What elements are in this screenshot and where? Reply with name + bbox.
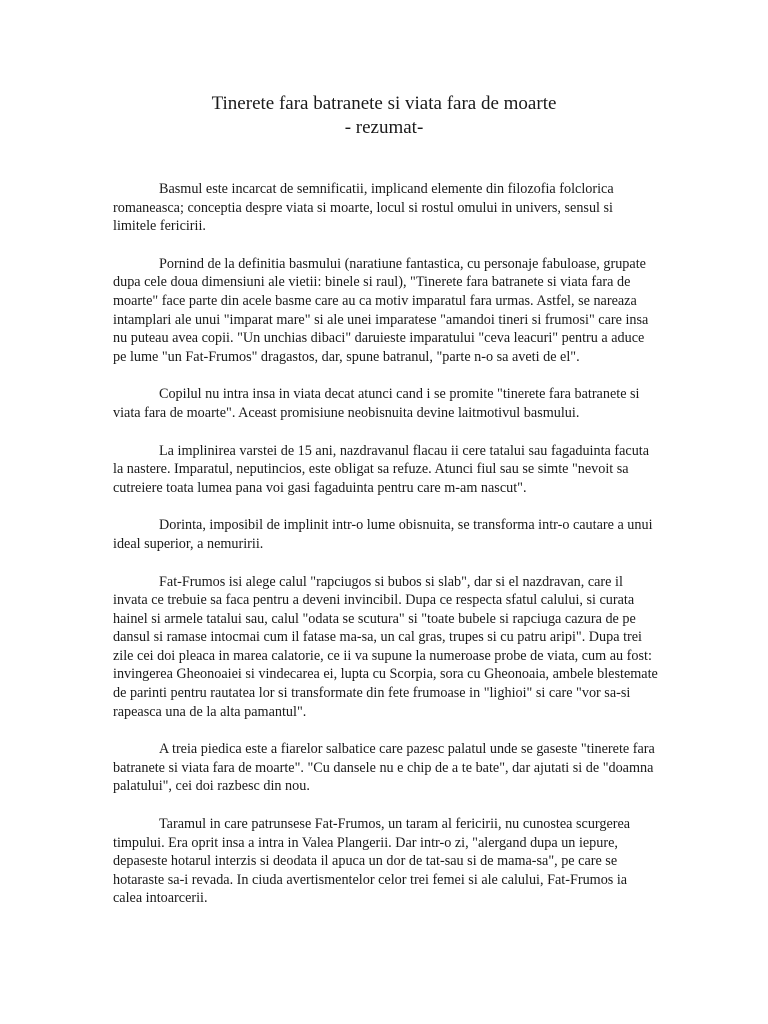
paragraph: Basmul este incarcat de semnificatii, implicand elemente din filozofia folclorica romaneasca; conceptia despre viata si moarte, locul si rostul omului in univers, sensul si limitele fericirii. — [113, 181, 614, 235]
document-body — [113, 180, 658, 927]
paragraph: Fat-Frumos isi alege calul "rapciugos si bubos si slab", dar si el nazdravan, care il invata ce trebuie sa faca pentru a deveni invincibil. Dupa ce respecta sfatul calului, si curata hainel si armele tatalui sau, calul "odata se scutura" si "toate bubele si rapciuga cazura de pe dansul si ramase intocmai cum il fatase ma-sa, un cal gras, trupes si cu patru aripi". Dupa trei zile cei doi pleaca in marea calatorie, ce ii va supune la numeroase probe de viata, cum au fost: invingerea Gheonoaiei si vindecarea ei, lupta cu Scorpia, sora cu Gheonoaia, ambele blestemate de parinti pentru rautatea lor si transformate din fete frumoase in "lighioi" si care "vor sa-si rapeasca una de la alta pamantul". — [113, 573, 658, 720]
document-title: Tinerete fara batranete si viata fara de moarte — [211, 93, 557, 114]
document-subtitle: - rezumat- — [344, 117, 424, 138]
paragraph: Copilul nu intra insa in viata decat atunci cand i se promite "tinerete fara batranete si viata fara de moarte". Aceast promisiune neobisnuita devine laitmotivul basmului. — [113, 386, 640, 421]
paragraph: Dorinta, imposibil de implinit intr-o lume obisnuita, se transforma intr-o cautare a unui ideal superior, a nemuririi. — [113, 517, 653, 552]
paragraph: A treia piedica este a fiarelor salbatice care pazesc palatul unde se gaseste "tinerete fara batranete si viata fara de moarte". "Cu danselе nu e chip de a te bate", dar ajutati si de "doamna palatului", cei doi razbesc din nou. — [113, 741, 655, 795]
paragraph: Pornind de la definitia basmului (naratiune fantastica, cu personaje fabuloase, grupate dupa cele doua dimensiuni ale vietii: binele si raul), "Tinerete fara batranete si viata fara de moarte" face parte din acele basme care au ca motiv imparatul fara urmas. Astfel, se nareaza intamplari ale unui "imparat mare" si ale unei imparatese "amandoi tineri si frumosi" care insa nu puteau avea copii. "Un unchias dibaci" daruieste imparatului "ceva leacuri" pentru a aduce pe lume "un Fat-Frumos" dragastos, dar, spune batranul, "parte n-o sa aveti de el". — [113, 255, 649, 365]
paragraph: La implinirea varstei de 15 ani, nazdravanul flacau ii cere tatalui sau fagaduinta facuta la nastere. Imparatul, neputincios, este obligat sa refuze. Atunci fiul sau se simte "nevoit sa cutreiere toata lumea pana voi gasi fagaduinta pentru care m-am nascut". — [113, 442, 650, 496]
paragraph: Taramul in care patrunsese Fat-Frumos, un taram al fericirii, nu cunostea scurgerea timpului. Era oprit insa a intra in Valea Plangerii. Dar intr-o zi, "alergand dupa un iepure, depaseste hotarul interzis si deodata il apuca un dor de tat-sau si de mama-sa", pe care se hotaraste sa-i revada. In ciuda avertismentelor celor trei femei si ale calului, Fat-Frumos ia calea intoarcerii. — [113, 816, 631, 907]
title-block — [0, 92, 768, 140]
